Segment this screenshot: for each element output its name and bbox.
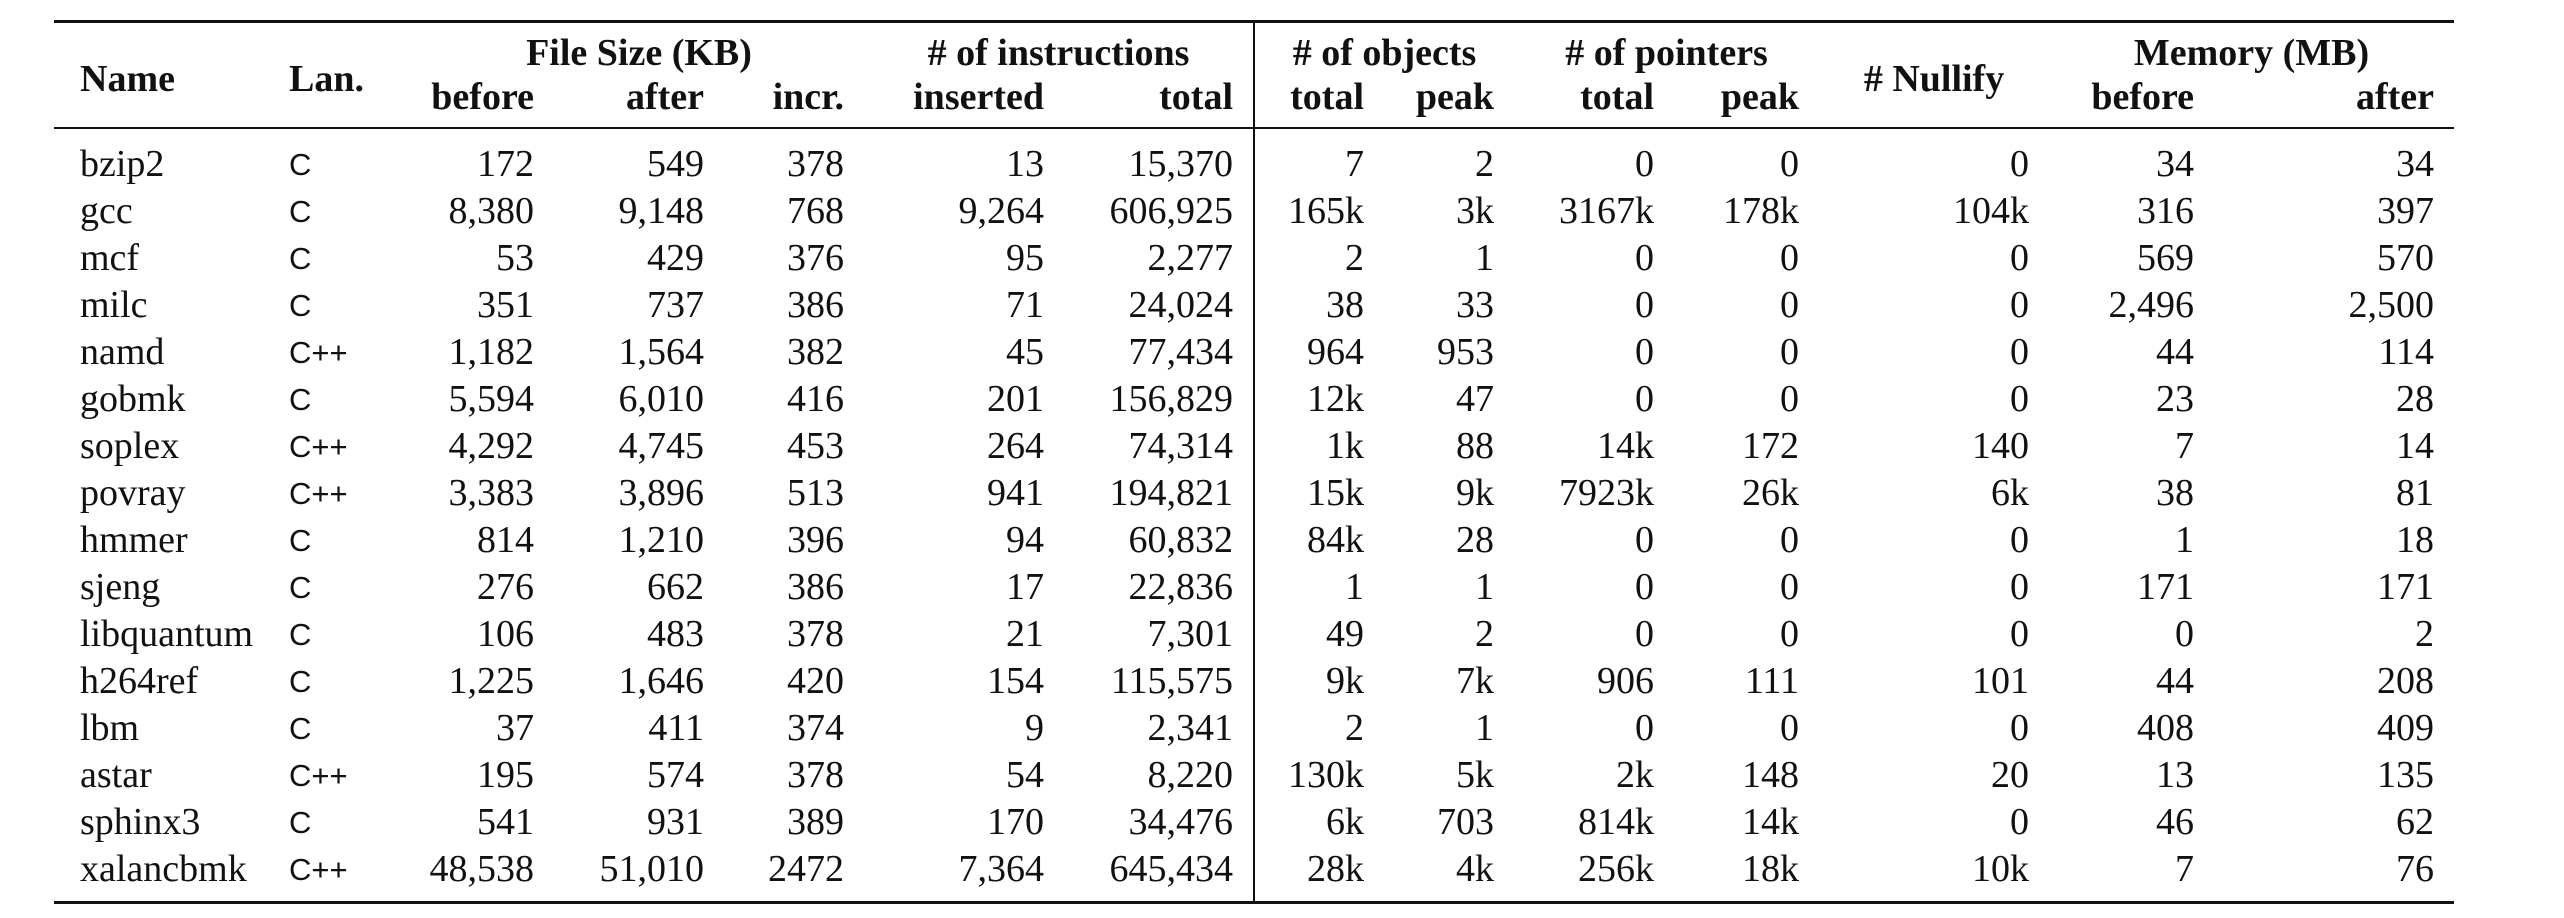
cell-obj-total: 964 <box>1254 329 1384 376</box>
cell-lan: C <box>289 570 312 605</box>
cell-mem-after: 2,500 <box>2348 284 2435 326</box>
cell-name: gcc <box>80 190 133 232</box>
cell-mem-after: 2 <box>2415 613 2435 655</box>
cell-ins-inserted: 264 <box>987 425 1044 467</box>
cell-obj-total: 2 <box>1254 235 1384 282</box>
cell-mem-before: 23 <box>2156 378 2195 420</box>
cell-ins-inserted: 7,364 <box>958 848 1044 890</box>
cell-mem-before: 34 <box>2156 143 2195 185</box>
cell-ptr-peak: 0 <box>1780 284 1800 326</box>
header-mem-before: before <box>2091 76 2195 118</box>
cell-fs-after: 574 <box>647 754 704 796</box>
header-ins-inserted: inserted <box>913 76 1044 118</box>
header-file-size: File Size (KB) <box>526 32 752 74</box>
cell-obj-peak: 33 <box>1456 284 1495 326</box>
cell-lan: C <box>289 711 312 746</box>
header-fs-before: before <box>431 76 534 118</box>
header-pointers: # of pointers <box>1565 32 1768 74</box>
cell-fs-before: 106 <box>477 613 534 655</box>
cell-ins-inserted: 54 <box>1006 754 1044 796</box>
cell-mem-after: 208 <box>2377 660 2435 702</box>
cell-ins-inserted: 9,264 <box>958 190 1044 232</box>
cell-ptr-peak: 172 <box>1742 425 1800 467</box>
cell-lan: C++ <box>289 429 348 464</box>
cell-ptr-peak: 0 <box>1780 613 1800 655</box>
cell-nullify: 6k <box>1991 472 2030 514</box>
cell-lan: C <box>289 194 312 229</box>
cell-mem-after: 114 <box>2378 331 2435 373</box>
table-row <box>54 611 2454 658</box>
cell-ins-total: 2,277 <box>1147 237 1234 279</box>
cell-mem-before: 13 <box>2156 754 2195 796</box>
cell-mem-after: 18 <box>2396 519 2435 561</box>
cell-fs-before: 8,380 <box>448 190 534 232</box>
cell-name: xalancbmk <box>80 848 247 890</box>
cell-nullify: 101 <box>1972 660 2030 702</box>
cell-lan: C <box>289 617 312 652</box>
cell-obj-total: 15k <box>1254 470 1384 517</box>
cell-fs-after: 6,010 <box>618 378 704 420</box>
table-row <box>54 376 2454 423</box>
cell-nullify: 0 <box>2010 519 2030 561</box>
cell-obj-peak: 1 <box>1475 566 1495 608</box>
header-instructions: # of instructions <box>927 32 1190 74</box>
cell-ptr-peak: 0 <box>1780 237 1800 279</box>
cell-fs-incr: 376 <box>787 237 844 279</box>
cell-ptr-total: 3167k <box>1559 190 1655 232</box>
table-row <box>54 752 2454 799</box>
cell-fs-after: 1,646 <box>618 660 704 702</box>
cell-mem-before: 2,496 <box>2108 284 2195 326</box>
cell-mem-before: 46 <box>2156 801 2195 843</box>
cell-obj-peak: 5k <box>1456 754 1495 796</box>
cell-mem-after: 62 <box>2396 801 2435 843</box>
cell-name: h264ref <box>80 660 199 702</box>
cell-mem-after: 34 <box>2396 143 2435 185</box>
cell-ptr-total: 2k <box>1616 754 1655 796</box>
cell-name: libquantum <box>80 613 254 655</box>
cell-name: hmmer <box>80 519 188 561</box>
cell-obj-total: 130k <box>1254 752 1384 799</box>
cell-mem-before: 408 <box>2137 707 2195 749</box>
cell-name: astar <box>80 754 152 796</box>
table-row <box>54 282 2454 329</box>
cell-nullify: 0 <box>2010 237 2030 279</box>
table-row <box>54 517 2454 564</box>
cell-fs-incr: 2472 <box>768 848 844 890</box>
cell-fs-incr: 386 <box>787 284 844 326</box>
cell-obj-total: 6k <box>1254 799 1384 846</box>
cell-mem-after: 135 <box>2377 754 2435 796</box>
cell-fs-incr: 420 <box>787 660 844 702</box>
table-header <box>54 22 2454 129</box>
cell-fs-after: 3,896 <box>618 472 704 514</box>
cell-ins-inserted: 71 <box>1006 284 1044 326</box>
cell-ins-total: 606,925 <box>1109 190 1234 232</box>
cell-mem-after: 76 <box>2396 848 2435 890</box>
cell-lan: C <box>289 805 312 840</box>
cell-mem-before: 44 <box>2156 660 2195 702</box>
cell-ptr-peak: 0 <box>1780 331 1800 373</box>
cell-nullify: 20 <box>1991 754 2030 796</box>
header-name: Name <box>80 58 175 100</box>
cell-mem-after: 81 <box>2396 472 2435 514</box>
cell-ins-inserted: 154 <box>987 660 1044 702</box>
cell-fs-before: 3,383 <box>448 472 534 514</box>
table-row <box>54 470 2454 517</box>
cell-fs-before: 5,594 <box>448 378 534 420</box>
header-fs-incr: incr. <box>772 76 844 118</box>
cell-ins-total: 115,575 <box>1110 660 1234 702</box>
table-row <box>54 705 2454 752</box>
cell-fs-after: 1,210 <box>618 519 704 561</box>
cell-ins-inserted: 45 <box>1006 331 1044 373</box>
cell-ins-total: 15,370 <box>1128 143 1234 185</box>
cell-obj-total: 9k <box>1254 658 1384 705</box>
cell-fs-before: 172 <box>477 143 534 185</box>
cell-mem-before: 171 <box>2137 566 2195 608</box>
cell-fs-before: 1,182 <box>448 331 534 373</box>
cell-fs-after: 51,010 <box>599 848 704 890</box>
header-ins-total: total <box>1159 76 1234 118</box>
cell-lan: C++ <box>289 476 348 511</box>
table-row <box>54 658 2454 705</box>
cell-name: mcf <box>80 237 140 279</box>
cell-mem-after: 14 <box>2396 425 2435 467</box>
header-lan: Lan. <box>289 58 364 100</box>
cell-ptr-total: 14k <box>1597 425 1655 467</box>
cell-obj-total: 7 <box>1254 128 1384 188</box>
cell-obj-total: 84k <box>1254 517 1384 564</box>
cell-mem-after: 171 <box>2377 566 2435 608</box>
cell-nullify: 10k <box>1972 848 2030 890</box>
cell-ins-inserted: 201 <box>987 378 1044 420</box>
cell-ins-inserted: 9 <box>1025 707 1044 749</box>
cell-fs-after: 483 <box>647 613 704 655</box>
cell-ins-total: 34,476 <box>1128 801 1234 843</box>
cell-fs-incr: 382 <box>787 331 844 373</box>
cell-ptr-total: 0 <box>1635 613 1655 655</box>
cell-name: sphinx3 <box>80 801 201 843</box>
cell-fs-before: 4,292 <box>448 425 534 467</box>
cell-name: lbm <box>80 707 140 749</box>
cell-ptr-peak: 0 <box>1780 378 1800 420</box>
cell-obj-peak: 3k <box>1456 190 1495 232</box>
cell-lan: C <box>289 664 312 699</box>
cell-ptr-total: 0 <box>1635 284 1655 326</box>
cell-obj-total: 28k <box>1254 846 1384 903</box>
table-row <box>54 846 2454 903</box>
cell-nullify: 140 <box>1972 425 2030 467</box>
cell-obj-peak: 953 <box>1437 331 1495 373</box>
cell-obj-total: 12k <box>1254 376 1384 423</box>
cell-fs-after: 411 <box>648 707 704 749</box>
cell-lan: C++ <box>289 852 348 887</box>
cell-fs-before: 276 <box>477 566 534 608</box>
cell-obj-peak: 2 <box>1475 613 1495 655</box>
cell-ptr-total: 0 <box>1635 237 1655 279</box>
results-table <box>54 20 2454 904</box>
cell-fs-after: 429 <box>647 237 704 279</box>
cell-lan: C <box>289 147 312 182</box>
cell-ptr-peak: 0 <box>1780 519 1800 561</box>
cell-mem-after: 409 <box>2377 707 2435 749</box>
cell-nullify: 0 <box>2010 566 2030 608</box>
cell-lan: C++ <box>289 335 348 370</box>
cell-name: namd <box>80 331 165 373</box>
table-row <box>54 235 2454 282</box>
cell-obj-peak: 703 <box>1437 801 1495 843</box>
cell-fs-incr: 378 <box>787 754 844 796</box>
cell-ptr-total: 0 <box>1635 378 1655 420</box>
header-ptr-peak: peak <box>1720 76 1800 118</box>
cell-ins-inserted: 21 <box>1006 613 1044 655</box>
cell-fs-before: 53 <box>496 237 534 279</box>
cell-ptr-peak: 26k <box>1742 472 1800 514</box>
cell-fs-before: 37 <box>496 707 534 749</box>
cell-name: bzip2 <box>80 143 165 185</box>
cell-fs-incr: 513 <box>787 472 844 514</box>
cell-ptr-peak: 111 <box>1744 660 1800 702</box>
cell-obj-total: 38 <box>1254 282 1384 329</box>
cell-name: gobmk <box>80 378 186 420</box>
cell-mem-after: 570 <box>2377 237 2435 279</box>
cell-fs-before: 541 <box>477 801 534 843</box>
cell-fs-after: 931 <box>647 801 704 843</box>
cell-ins-total: 8,220 <box>1147 754 1234 796</box>
cell-ptr-peak: 178k <box>1723 190 1800 232</box>
header-row-2 <box>54 75 2454 128</box>
cell-obj-peak: 28 <box>1456 519 1495 561</box>
cell-ins-total: 156,829 <box>1109 378 1234 420</box>
cell-ins-total: 2,341 <box>1147 707 1234 749</box>
cell-lan: C <box>289 288 312 323</box>
cell-fs-after: 9,148 <box>618 190 704 232</box>
cell-obj-peak: 2 <box>1475 143 1495 185</box>
cell-mem-before: 44 <box>2156 331 2195 373</box>
cell-nullify: 0 <box>2010 284 2030 326</box>
cell-mem-before: 1 <box>2175 519 2195 561</box>
cell-nullify: 0 <box>2010 707 2030 749</box>
cell-fs-before: 351 <box>477 284 534 326</box>
cell-fs-after: 549 <box>647 143 704 185</box>
cell-mem-before: 569 <box>2137 237 2195 279</box>
table-row <box>54 423 2454 470</box>
header-mem-after: after <box>2355 76 2435 118</box>
cell-obj-peak: 1 <box>1475 707 1495 749</box>
header-fs-after: after <box>625 76 704 118</box>
cell-fs-incr: 378 <box>787 613 844 655</box>
cell-mem-after: 28 <box>2396 378 2435 420</box>
cell-fs-incr: 374 <box>787 707 844 749</box>
cell-ins-total: 7,301 <box>1147 613 1234 655</box>
table-row <box>54 564 2454 611</box>
cell-obj-peak: 1 <box>1475 237 1495 279</box>
cell-fs-incr: 396 <box>787 519 844 561</box>
header-ptr-total: total <box>1580 76 1655 118</box>
cell-fs-incr: 453 <box>787 425 844 467</box>
cell-obj-peak: 4k <box>1456 848 1495 890</box>
cell-mem-before: 0 <box>2175 613 2195 655</box>
cell-fs-incr: 378 <box>787 143 844 185</box>
cell-nullify: 104k <box>1953 190 2030 232</box>
cell-name: milc <box>80 284 148 326</box>
cell-obj-total: 2 <box>1254 705 1384 752</box>
cell-ptr-total: 0 <box>1635 707 1655 749</box>
cell-mem-after: 397 <box>2377 190 2435 232</box>
cell-nullify: 0 <box>2010 613 2030 655</box>
cell-name: povray <box>80 472 186 514</box>
cell-ptr-total: 0 <box>1635 566 1655 608</box>
cell-ins-total: 24,024 <box>1128 284 1234 326</box>
cell-obj-total: 49 <box>1254 611 1384 658</box>
cell-ins-total: 74,314 <box>1128 425 1234 467</box>
cell-ins-total: 60,832 <box>1128 519 1234 561</box>
cell-ptr-total: 814k <box>1578 801 1655 843</box>
table-row <box>54 329 2454 376</box>
cell-nullify: 0 <box>2010 143 2030 185</box>
cell-fs-incr: 389 <box>787 801 844 843</box>
cell-fs-incr: 386 <box>787 566 844 608</box>
cell-ptr-peak: 0 <box>1780 707 1800 749</box>
cell-fs-after: 662 <box>647 566 704 608</box>
cell-fs-before: 48,538 <box>429 848 534 890</box>
cell-ptr-peak: 0 <box>1780 143 1800 185</box>
header-memory: Memory (MB) <box>2133 32 2370 74</box>
cell-ins-inserted: 13 <box>1006 143 1044 185</box>
cell-ins-inserted: 941 <box>987 472 1044 514</box>
cell-lan: C <box>289 523 312 558</box>
cell-fs-before: 814 <box>477 519 534 561</box>
cell-fs-after: 1,564 <box>618 331 704 373</box>
cell-ptr-total: 7923k <box>1559 472 1655 514</box>
results-table-container <box>54 20 2454 904</box>
cell-fs-after: 737 <box>647 284 704 326</box>
cell-obj-total: 1k <box>1254 423 1384 470</box>
cell-ins-inserted: 94 <box>1006 519 1044 561</box>
cell-fs-incr: 416 <box>787 378 844 420</box>
cell-obj-total: 165k <box>1254 188 1384 235</box>
cell-lan: C <box>289 382 312 417</box>
cell-fs-before: 1,225 <box>448 660 534 702</box>
cell-obj-peak: 9k <box>1456 472 1495 514</box>
table-row <box>54 188 2454 235</box>
cell-mem-before: 7 <box>2175 848 2195 890</box>
cell-fs-before: 195 <box>477 754 534 796</box>
cell-obj-peak: 47 <box>1456 378 1495 420</box>
cell-ins-inserted: 95 <box>1006 237 1044 279</box>
cell-ins-total: 77,434 <box>1128 331 1234 373</box>
cell-nullify: 0 <box>2010 331 2030 373</box>
cell-ins-total: 194,821 <box>1109 472 1234 514</box>
cell-ptr-peak: 148 <box>1742 754 1800 796</box>
header-obj-total: total <box>1254 75 1384 128</box>
cell-nullify: 0 <box>2010 801 2030 843</box>
table-row <box>54 799 2454 846</box>
cell-mem-before: 316 <box>2137 190 2195 232</box>
cell-name: soplex <box>80 425 180 467</box>
cell-ptr-peak: 14k <box>1742 801 1800 843</box>
cell-obj-peak: 7k <box>1456 660 1495 702</box>
table-row <box>54 128 2454 188</box>
header-objects: # of objects <box>1254 22 1514 76</box>
header-row-1 <box>54 22 2454 76</box>
cell-ptr-total: 256k <box>1578 848 1655 890</box>
cell-ins-total: 22,836 <box>1128 566 1234 608</box>
cell-ins-inserted: 17 <box>1006 566 1044 608</box>
cell-mem-before: 38 <box>2156 472 2195 514</box>
cell-ptr-total: 906 <box>1597 660 1655 702</box>
cell-lan: C <box>289 241 312 276</box>
cell-obj-total: 1 <box>1254 564 1384 611</box>
cell-ptr-total: 0 <box>1635 331 1655 373</box>
cell-obj-peak: 88 <box>1456 425 1495 467</box>
cell-name: sjeng <box>80 566 161 608</box>
cell-nullify: 0 <box>2010 378 2030 420</box>
cell-ptr-peak: 0 <box>1780 566 1800 608</box>
cell-ptr-total: 0 <box>1635 519 1655 561</box>
header-obj-peak: peak <box>1415 76 1495 118</box>
cell-ptr-total: 0 <box>1635 143 1655 185</box>
cell-lan: C++ <box>289 758 348 793</box>
cell-fs-incr: 768 <box>787 190 844 232</box>
header-nullify: # Nullify <box>1863 58 2005 100</box>
cell-fs-after: 4,745 <box>618 425 704 467</box>
cell-ptr-peak: 18k <box>1742 848 1800 890</box>
table-body <box>54 128 2454 903</box>
cell-ins-total: 645,434 <box>1109 848 1234 890</box>
cell-mem-before: 7 <box>2175 425 2195 467</box>
cell-ins-inserted: 170 <box>987 801 1044 843</box>
